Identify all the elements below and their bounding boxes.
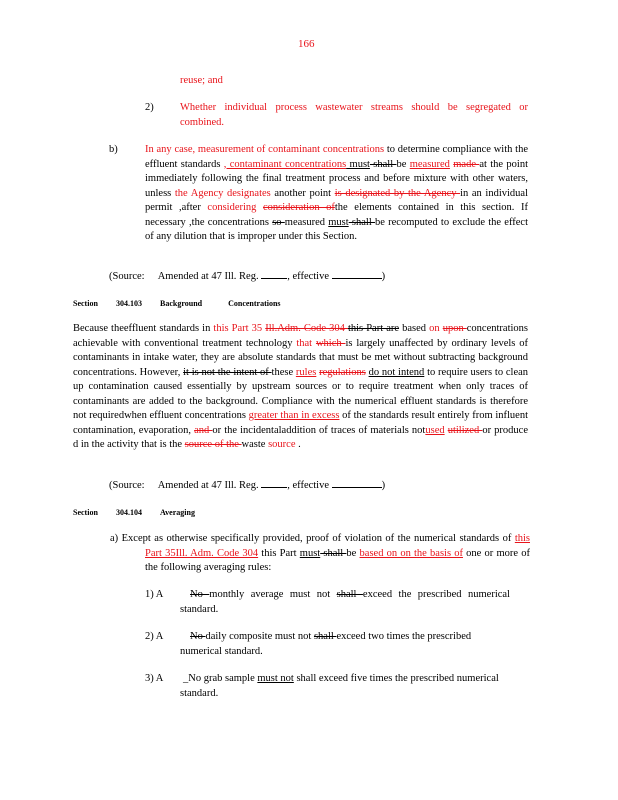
blank-line (261, 268, 287, 279)
para-103-deletion: it is not the intent of (183, 366, 272, 378)
para-103-deletion: source of the (184, 439, 242, 450)
para-103-deletion: this Part are (347, 323, 400, 334)
section-label: Section (73, 508, 98, 517)
para-b-deletion: consideration of (263, 202, 335, 213)
blank-line (332, 477, 382, 488)
section-label: Section (73, 299, 98, 308)
para-103-insert: source (268, 439, 296, 450)
para-103-insert: rules (295, 366, 317, 378)
para-103-insert: greater than in excess (248, 410, 340, 421)
blank-line (261, 477, 287, 488)
para-a-deletion: shall (320, 547, 347, 559)
para-103-deletion: and (194, 424, 213, 436)
rule-text: No monthly average must not shall exceed the prescribed numerical standard. (180, 589, 510, 615)
page-number: 166 (298, 38, 315, 50)
para-b-deletion: is designated by the Agency (334, 187, 461, 199)
para-b-label: b) (109, 144, 118, 155)
para-b-insert: , contaminant concentrations (223, 158, 347, 170)
para-103-deletion: regulations (319, 366, 366, 378)
para-103-text: Because theeffluent standards in this Part 35 Ill.Adm. Code 304 this Part are based on upon concentrations achievable with conventional treatment technology that which is largely unaffected by ordinary levels of contaminants in intake water, they are absolute standards that must be met without subtracting background concentrations. However, it is not the intent of these rules regulations do not intend to require users to clean up contamination caused essentially by upstream sources or to require treatment when only traces of contaminants are added to the background. Compliance with the numerical effluent standards is therefore not requiredwhen effluent concentrations greater than in excess of the standards result entirely from influent contamination, evaporation, and or the incidentaladdition of traces of materials notused utilized or produce d in the activity that is the source of the waste source . (73, 323, 529, 450)
para-103-deletion: utilized (447, 424, 483, 436)
para-103-deletion: which (315, 337, 346, 349)
para-b-deletion: made (453, 158, 480, 170)
para-b-insert: considering (207, 202, 257, 213)
rule-deletion: No (190, 631, 206, 642)
para-b-deletion: shall (369, 158, 397, 170)
para-a-insert: this Part 35Ill. Adm. Code 304 (145, 533, 530, 559)
para-103-deletion: Ill.Adm. Code 304 (265, 323, 348, 334)
rule-text: _No grab sample must not shall exceed five times the prescribed numerical standard. (180, 673, 499, 699)
para-b-deletion: so (272, 216, 285, 228)
blank-line (332, 268, 382, 279)
para-a-text: a) Except as otherwise specifically provided, proof of violation of the numerical standards of this Part 35Ill. Adm. Code 304 this Part must shall be based on on the basis of one or more of the following averaging rules: (110, 533, 530, 573)
para-b-insert: measured (409, 158, 450, 170)
para-a-insert: based on on the basis of (359, 547, 463, 559)
source-note-1: (Source: Amended at 47 Ill. Reg. , effective ) (109, 268, 385, 285)
para-103-insert: used (425, 424, 445, 436)
section-title: Background Concentrations (160, 299, 281, 308)
para-b-deletion: shall (348, 216, 375, 228)
section-number: 304.104 (116, 508, 142, 517)
para-b-insert: In any case, measurement of contaminant concentrations (145, 144, 385, 155)
rule-deletion: shall (313, 631, 337, 642)
para-103-insert: this Part 35 (213, 323, 266, 334)
para-b-text: In any case, measurement of contaminant concentrations to determine compliance with the effluent standards , contaminant concentrations must shall be measured made at the point immediately following the final treatment process and before mixture with other waters, unless the Agency designates another point is designated by the Agency in an individual permit ,after considering consideration ofthe elements contained in this section. If necessary ,the concentrations so measured must shall be recomputed to exclude the effect of any dilution that is improper under this Section. (145, 144, 529, 242)
source-note-2: (Source: Amended at 47 Ill. Reg. , effective ) (109, 477, 385, 494)
para-103-insert: that (296, 337, 316, 349)
item-2-label: 2) (145, 102, 154, 113)
para-103-deletion: upon (442, 323, 467, 334)
rule-number: 2) A (145, 631, 164, 642)
para-103-insert: on (429, 323, 443, 334)
para-b-insert: the Agency designates (174, 187, 271, 199)
rule-text: No daily composite must not shall exceed two times the prescribed numerical standard. (180, 631, 472, 657)
section-number: 304.103 (116, 299, 142, 308)
rule-deletion: No (190, 589, 210, 600)
item-1-tail: reuse; and (180, 75, 223, 86)
rule-number: 1) A (145, 589, 164, 600)
section-title: Averaging (160, 508, 195, 517)
rule-number: 3) A (145, 673, 164, 684)
rule-deletion: shall (336, 589, 363, 600)
item-2-text: Whether individual process wastewater streams should be segregated or combined. (180, 102, 528, 128)
